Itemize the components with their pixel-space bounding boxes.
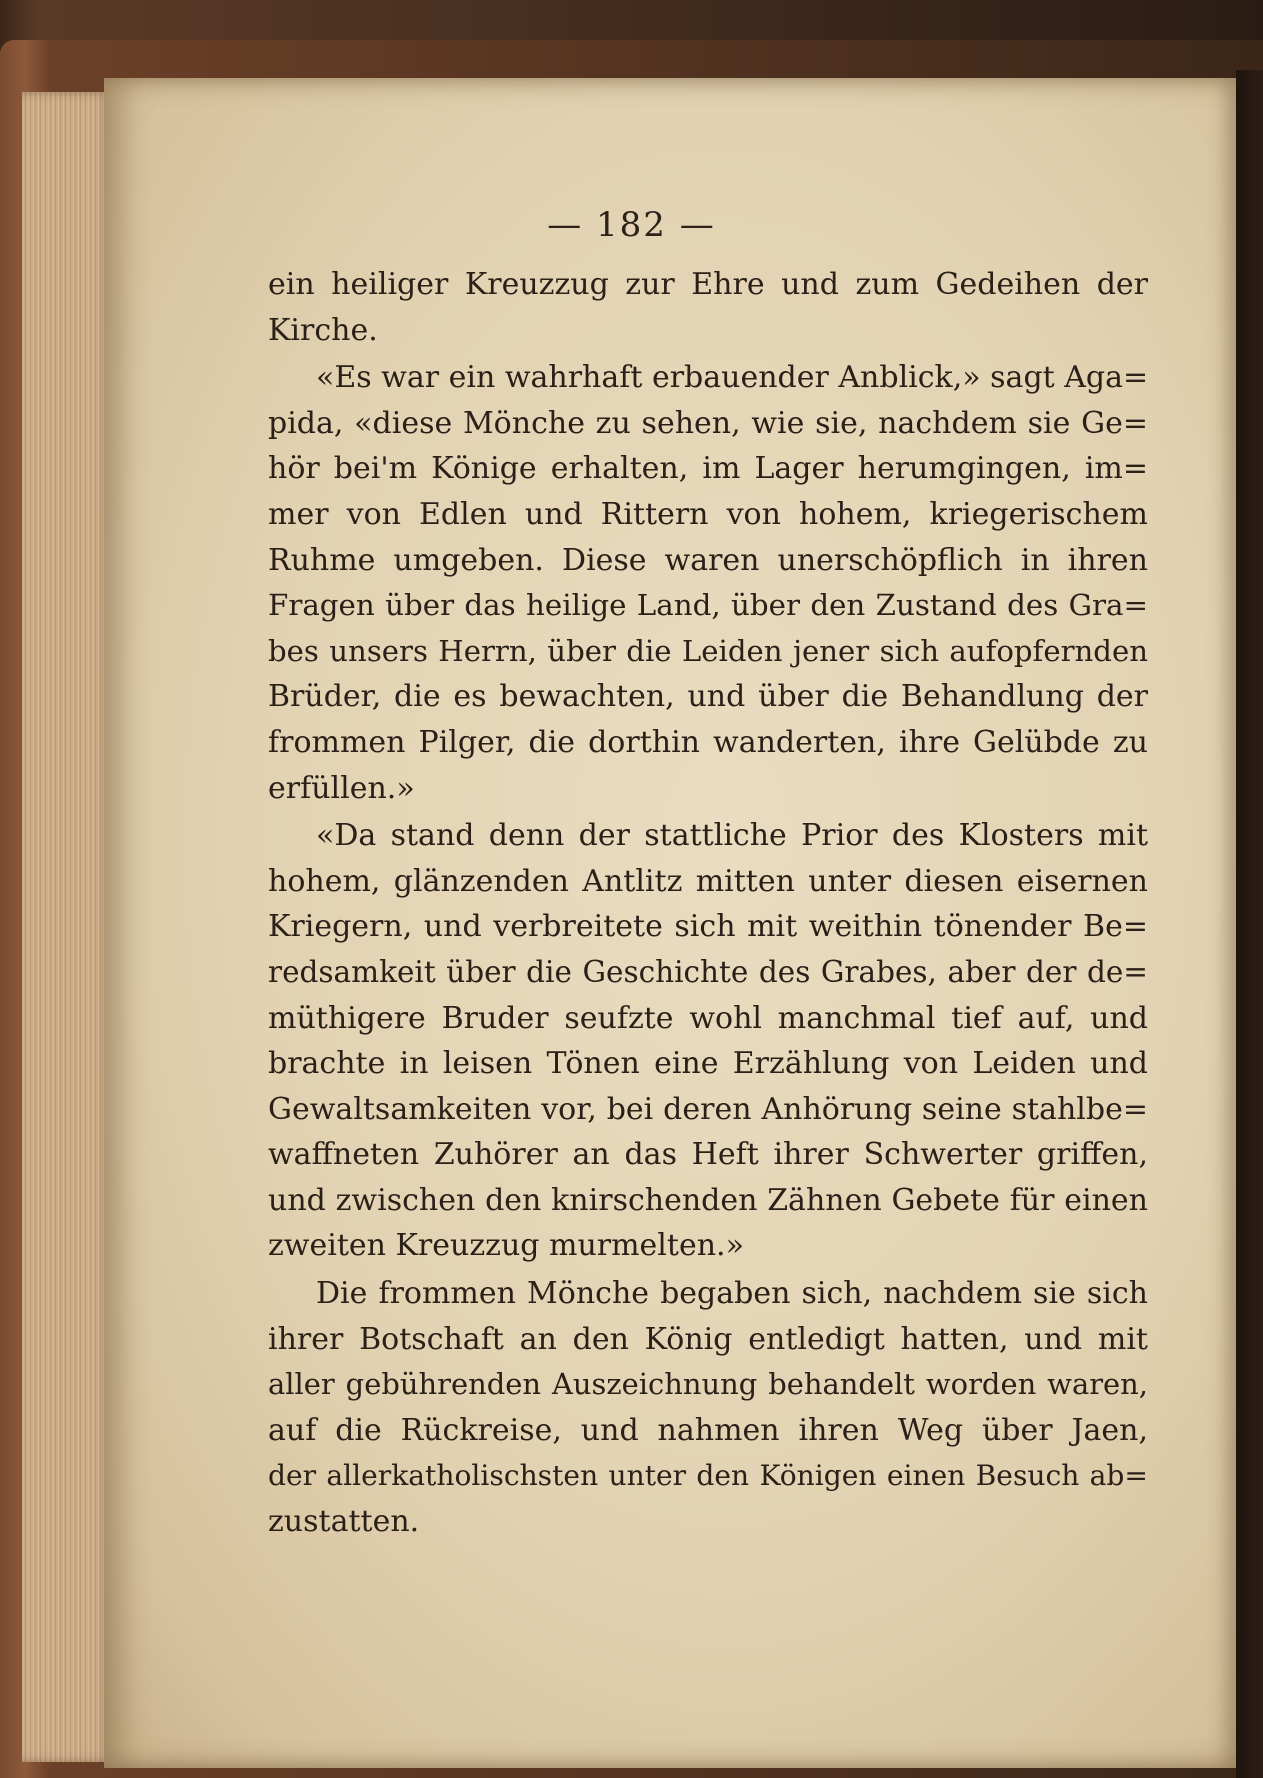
text-line: müthigere Bruder seufzte wohl manchmal tief auf, und <box>268 1000 1148 1036</box>
text-line: zweiten Kreuzzug murmelten.» <box>268 1228 744 1264</box>
body-text <box>268 262 1148 1545</box>
paragraph-1 <box>268 262 1148 353</box>
text-line: bes unsers Herrn, über die Leiden jener sich aufopfernden <box>268 633 1148 668</box>
text-line: «Da stand denn der stattliche Prior des Klosters mit <box>316 818 1148 854</box>
text-line: ein heiliger Kreuzzug zur Ehre und zum Gedeihen der <box>268 267 1148 302</box>
text-line: waffneten Zuhörer an das Heft ihrer Schwerter griffen, <box>268 1137 1148 1173</box>
text-line: hohem, glänzenden Antlitz mitten unter diesen eisernen <box>268 863 1148 899</box>
text-line: hör bei'm Könige erhalten, im Lager herumgingen, im= <box>268 451 1148 487</box>
text-line: und zwischen den knirschenden Zähnen Gebete für einen <box>268 1182 1148 1218</box>
page-number: — 182 — <box>547 205 716 245</box>
text-line: Brüder, die es bewachten, und über die Behandlung der <box>268 679 1148 715</box>
text-line: redsamkeit über die Geschichte des Grabes, aber der de= <box>268 954 1148 989</box>
text-line: frommen Pilger, die dorthin wanderten, ihre Gelübde zu <box>268 724 1148 760</box>
text-line: der allerkatholischsten unter den Königen einen Besuch ab= <box>268 1459 1148 1493</box>
text-line: erfüllen.» <box>268 770 415 806</box>
text-line: mer von Edlen und Rittern von hohem, kriegerischem <box>268 496 1148 532</box>
paragraph-2 <box>268 355 1148 811</box>
text-line: ihrer Botschaft an den König entledigt hatten, und mit <box>268 1321 1148 1357</box>
text-line: Kriegern, und verbreitete sich mit weithin tönender Be= <box>268 909 1148 945</box>
text-line: pida, «diese Mönche zu sehen, wie sie, nachdem sie Ge= <box>268 405 1148 441</box>
text-line: Gewaltsamkeiten vor, bei deren Anhörung seine stahlbe= <box>268 1091 1148 1127</box>
text-line: aller gebührenden Auszeichnung behandelt worden waren, <box>268 1367 1148 1402</box>
book-binding-edge <box>1236 70 1263 1778</box>
paragraph-4 <box>268 1271 1148 1545</box>
text-line: Fragen über das heilige Land, über den Zustand des Gra= <box>268 588 1148 623</box>
text-line: zustatten. <box>268 1504 420 1540</box>
paragraph-3 <box>268 813 1148 1269</box>
text-line: Ruhme umgeben. Diese waren unerschöpflich in ihren <box>268 542 1148 578</box>
text-line: brachte in leisen Tönen eine Erzählung von Leiden und <box>268 1046 1148 1082</box>
text-line: «Es war ein wahrhaft erbauender Anblick,» sagt Aga= <box>316 360 1149 396</box>
text-line: auf die Rückreise, und nahmen ihren Weg über Jaen, <box>268 1412 1148 1448</box>
page-stack-edge <box>22 92 112 1762</box>
text-line: Kirche. <box>268 312 378 348</box>
text-line: Die frommen Mönche begaben sich, nachdem sie sich <box>316 1276 1148 1312</box>
